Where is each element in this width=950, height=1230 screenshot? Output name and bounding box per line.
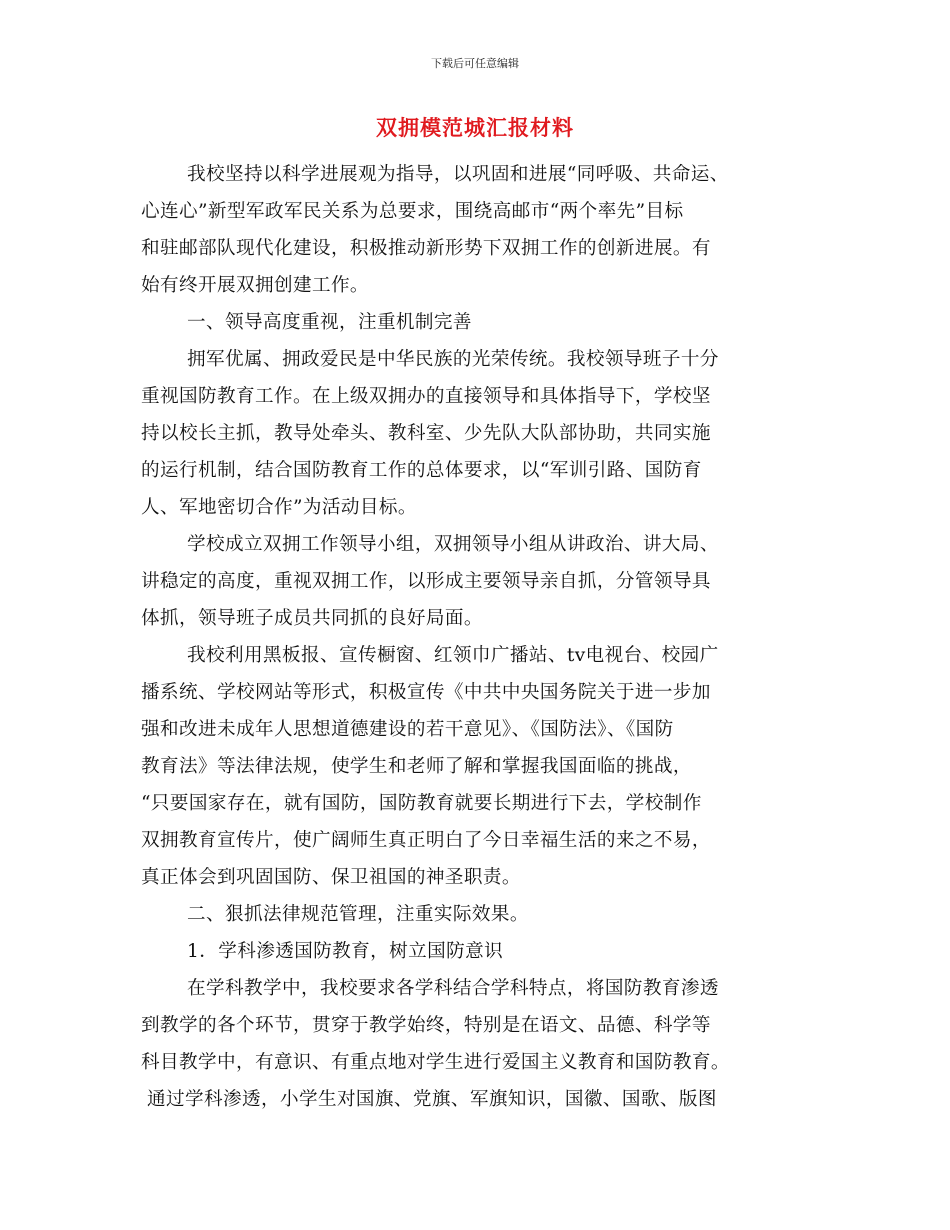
paragraph-line: 我校利用黑板报、宣传橱窗、红领巾广播站、tv电视台、校园广 [187,645,719,666]
paragraph-line: 强和改进未成年人思想道德建设的若干意见》、《国防法》、《国防 [141,719,674,740]
paragraph-line: 播系统、学校网站等形式，积极宣传《中共中央国务院关于进一步加 [141,682,711,703]
paragraph-line: “只要国家存在，就有国防，国防教育就要长期进行下去，学校制作 [141,793,702,814]
paragraph-line: 教育法》等法律法规，使学生和老师了解和掌握我国面临的挑战， [141,756,692,777]
paragraph-line: 始有终开展双拥创建工作。 [141,275,369,296]
paragraph-line: 的运行机制，结合国防教育工作的总体要求，以“军训引路、国防育 [141,460,702,481]
paragraph-line: 和驻邮部队现代化建设，积极推动新形势下双拥工作的创新进展。有 [141,238,711,259]
paragraph-line: 真正体会到巩固国防、保卫祖国的神圣职责。 [141,867,521,888]
header-note: 下载后可任意编辑 [431,57,519,70]
paragraph-line: 人、军地密切合作”为活动目标。 [141,497,417,518]
paragraph-line: 双拥教育宣传片，使广阔师生真正明白了今日幸福生活的来之不易， [141,830,711,851]
paragraph-line: 重视国防教育工作。在上级双拥办的直接领导和具体指导下，学校坚 [141,386,711,407]
paragraph-line: 我校坚持以科学进展观为指导，以巩固和进展“同呼吸、共命运、 [187,164,729,185]
paragraph-line: 体抓，领导班子成员共同抓的良好局面。 [141,608,483,629]
subsection-heading: 1．学科渗透国防教育，树立国防意识 [187,941,504,962]
section-heading: 一、领导高度重视，注重机制完善 [187,312,472,333]
paragraph-line: 讲稳定的高度，重视双拥工作，以形成主要领导亲自抓，分管领导具 [141,571,711,592]
document-body [141,156,821,1118]
paragraph-line: 学校成立双拥工作领导小组，双拥领导小组从讲政治、讲大局、 [187,534,719,555]
paragraph-line: 持以校长主抓，教导处牵头、教科室、少先队大队部协助，共同实施 [141,423,711,444]
paragraph-line: 在学科教学中，我校要求各学科结合学科特点，将国防教育渗透 [187,978,719,999]
paragraph-line: 科目教学中，有意识、有重点地对学生进行爱国主义教育和国防教育。 [141,1052,730,1073]
paragraph-line: 通过学科渗透，小学生对国旗、党旗、军旗知识，国徽、国歌、版图 [147,1089,717,1110]
paragraph-line: 到教学的各个环节，贯穿于教学始终，特别是在语文、品德、科学等 [141,1015,711,1036]
paragraph-line: 心连心”新型军政军民关系为总要求，围绕高邮市“两个率先”目标 [141,201,684,222]
paragraph-line: 拥军优属、拥政爱民是中华民族的光荣传统。我校领导班子十分 [187,349,719,370]
section-heading: 二、狠抓法律规范管理，注重实际效果。 [187,904,529,925]
document-title: 双拥模范城汇报材料 [376,115,574,140]
